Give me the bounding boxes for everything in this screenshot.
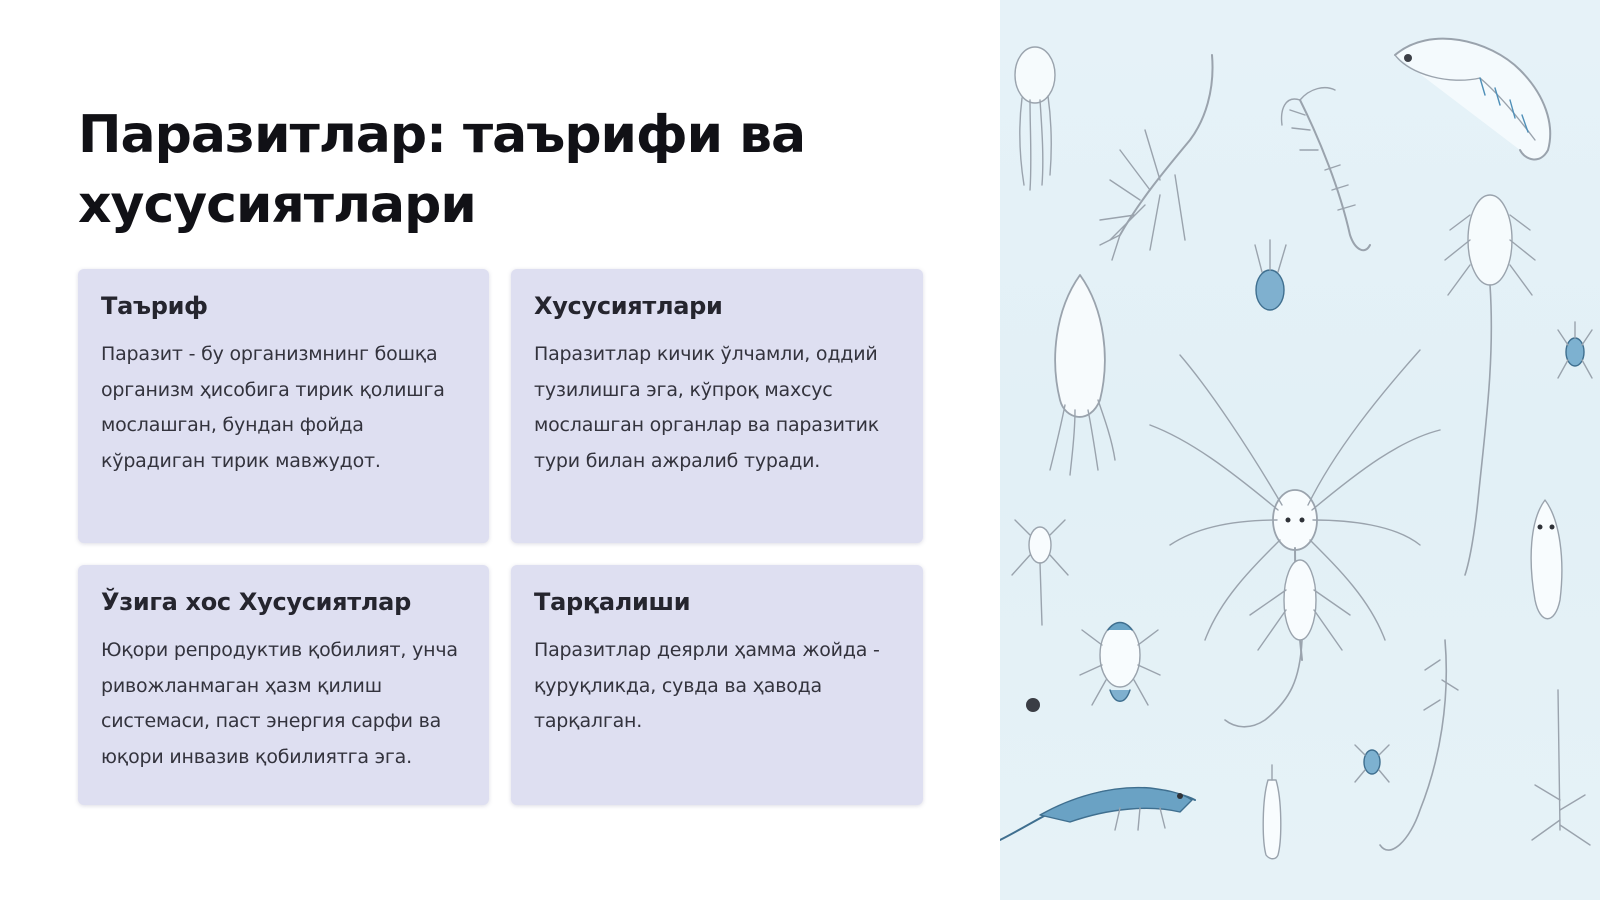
mite-specimen: [1255, 240, 1286, 310]
card-special-features: [78, 565, 489, 805]
cercaria-specimen: [1445, 195, 1535, 575]
blue-worm-specimen: [1000, 788, 1195, 840]
card-text: Паразитлар деярли ҳамма жойда - қуруқликда, сувда ва ҳаводa тарқалган.: [534, 639, 880, 732]
small-mite-specimen: [1558, 322, 1592, 378]
larva-specimen-1: [1015, 47, 1055, 190]
squid-larva-specimen: [1050, 275, 1115, 475]
card-text: Юқори репродуктив қобилият, унча ривожланмаган ҳазм қилиш системаси, паст энергия сарфи ва юқори инвазив қобилиятга эга.: [101, 639, 458, 768]
beetle-mite-specimen: [1080, 623, 1160, 706]
card-characteristics: [511, 269, 923, 543]
stalk-specimen: [1532, 690, 1590, 845]
parasite-specimens-illustration: [1000, 0, 1600, 900]
card-text: Паразитлар кичик ўлчамли, оддий тузилишга эга, кўпроқ махсус мослашган органлар ва паразитик тури билан ажралиб туради.: [534, 343, 880, 472]
page-title: Паразитлар: таърифи ва хусусиятлари: [78, 105, 806, 235]
card-distribution: [511, 565, 923, 805]
skeletal-larva-specimen: [1282, 88, 1370, 251]
central-parasite-specimen: [1150, 350, 1440, 727]
squid-larva-specimen-right: [1531, 500, 1562, 619]
spider-specimen-left: [1012, 520, 1068, 625]
card-heading: Тарқалиши: [534, 588, 691, 616]
tiny-mite-specimen: [1355, 745, 1389, 782]
card-definition: [78, 269, 489, 543]
specimens-drawing: [1000, 0, 1600, 900]
card-text: Паразит - бу организмнинг бошқа организм ҳисобига тирик қолишга мослашган, бундан фойда кўрадиган тирик мавжудот.: [101, 343, 445, 472]
worm-larva-specimen: [1380, 640, 1458, 850]
amphipod-specimen: [1100, 55, 1213, 260]
tick-specimen: [1026, 698, 1040, 712]
eel-larva-specimen: [1395, 39, 1550, 160]
card-heading: Хусусиятлари: [534, 292, 723, 320]
card-heading: Ўзига хос Хусусиятлар: [101, 588, 411, 616]
card-heading: Таъриф: [101, 292, 208, 320]
bottom-larva-specimen: [1263, 765, 1281, 859]
